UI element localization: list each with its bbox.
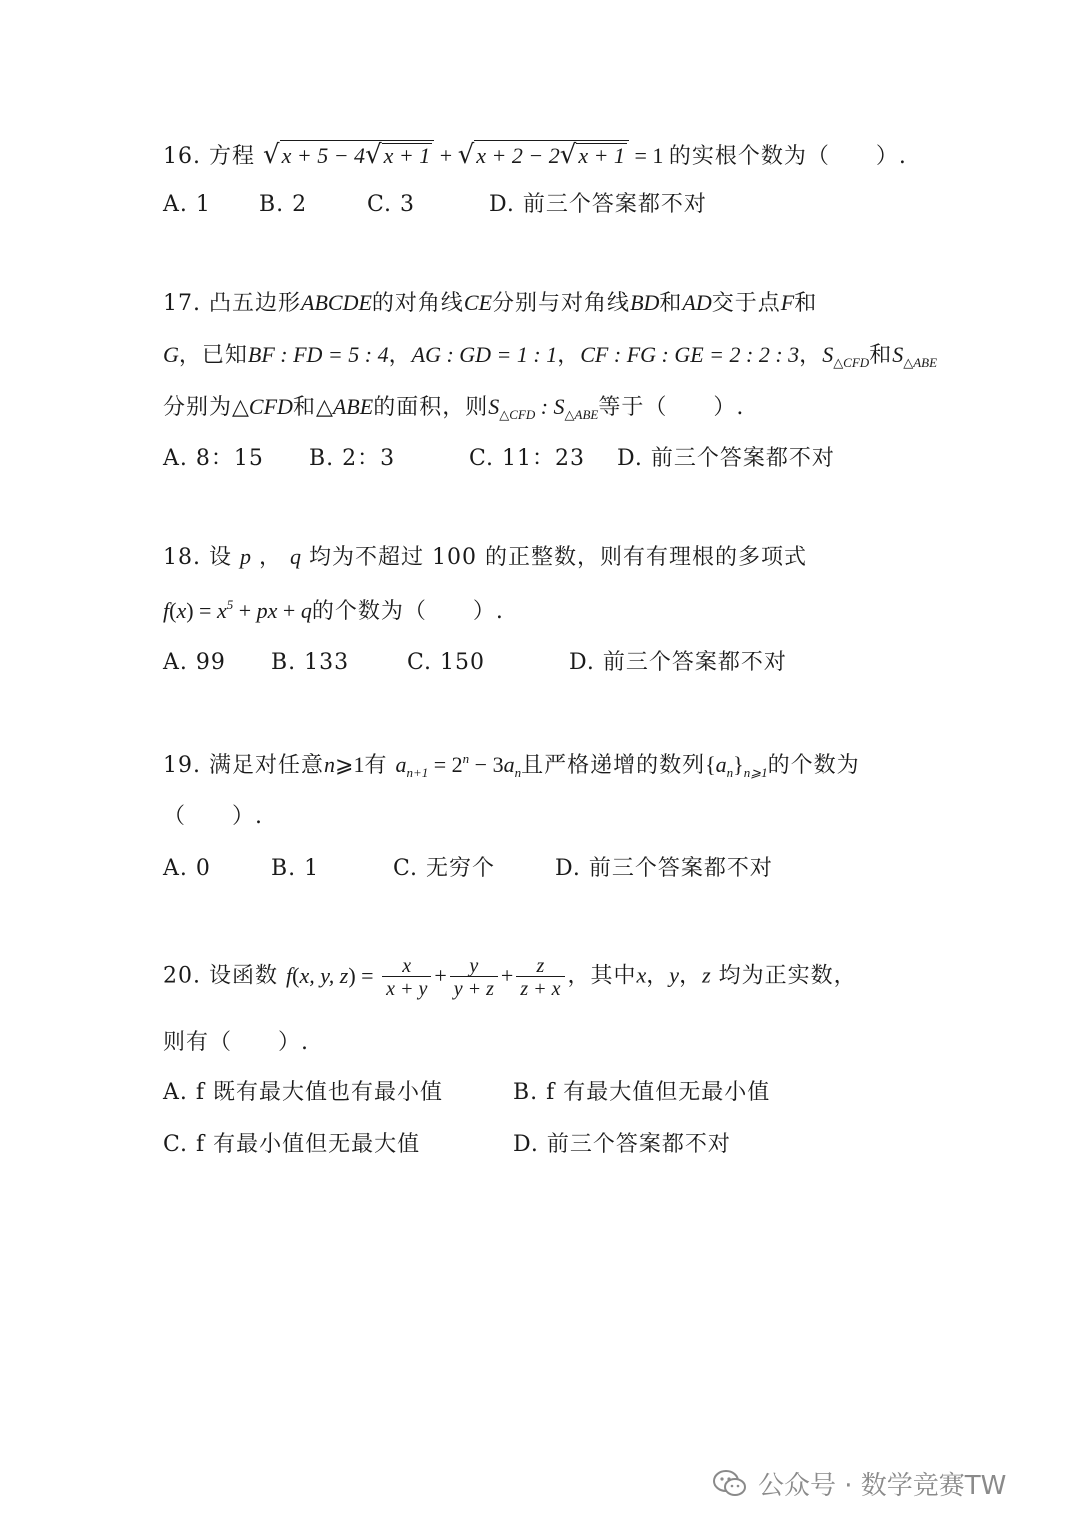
q17-pentagon: ABCDE: [301, 290, 372, 315]
q18-polynomial: $f(x) = x^5$ + px + q: [163, 597, 312, 623]
q17-ratio2: AG : GD = 1 : 1: [411, 342, 558, 367]
q20-text-a: 设函数: [209, 963, 279, 989]
q19-condition: n⩾1: [324, 752, 365, 777]
q17-s-cfd: $S_{\triangle CFD}$: [822, 342, 870, 370]
q17-option-c[interactable]: C. 11：23: [469, 446, 586, 471]
q17-known: ，已知: [178, 343, 248, 368]
q19-text-c: 且严格递增的数列: [521, 753, 706, 778]
q19-recurrence: $a_{n+1} = 2^n - 3a_n$: [395, 751, 522, 780]
q17-f: F: [780, 290, 795, 315]
q17-s-abe: $S_{\triangle ABE}$: [892, 342, 938, 370]
q17-stem-line3: [163, 396, 744, 421]
q17-ad: AD: [682, 290, 712, 315]
q18-option-c[interactable]: C. 150: [407, 650, 486, 675]
q18-q: q: [290, 544, 302, 569]
q16-options: [163, 194, 707, 216]
q19-options: [163, 858, 773, 880]
q17-ratio1: BF : FD = 5 : 4: [247, 342, 389, 367]
q19-text-a: 满足对任意: [209, 753, 325, 778]
q16-text-prefix: 方程: [209, 144, 256, 169]
q16-stem: [163, 140, 907, 168]
q17-text-4: 和: [659, 291, 683, 316]
q17-and-2: 和: [292, 395, 316, 420]
q17-option-d[interactable]: D. 前三个答案都不对: [617, 446, 835, 471]
q17-stem-line1: [163, 292, 817, 315]
q19-text-b: 有: [364, 753, 388, 778]
q17-g: G: [163, 342, 179, 367]
q19-option-c[interactable]: C. 无穷个: [393, 856, 496, 881]
q16-equation: √x + 5 − 4√x + 1 + √x + 2 − 2√x + 1 = 1: [263, 140, 664, 170]
q18-stem-line1: 18. 设 p ， q 均为不超过 100 的正整数，则有有理根的多项式: [163, 544, 807, 570]
q17-text-1: 凸五边形: [209, 291, 302, 316]
q17-text-3: 分别与对角线: [492, 291, 631, 316]
q18-options: [163, 652, 787, 674]
q17-number: 17.: [163, 291, 201, 316]
q19-text-d: 的个数为: [767, 753, 860, 778]
q20-options-row2: [163, 1134, 731, 1156]
q17-text-2: 的对角线: [371, 291, 464, 316]
q17-bd: BD: [630, 290, 660, 315]
q16-option-c[interactable]: C. 3: [367, 192, 416, 217]
q16-text-suffix: 的实根个数为（ ）.: [668, 144, 907, 169]
q20-stem-line2: 则有（ ）.: [163, 1030, 309, 1055]
q17-text-6: 和: [794, 291, 818, 316]
q18-text-a: 设: [209, 545, 233, 570]
q19-option-a[interactable]: A. 0: [163, 856, 211, 881]
q19-option-b[interactable]: B. 1: [271, 856, 320, 881]
q20-option-d[interactable]: D. 前三个答案都不对: [513, 1132, 731, 1157]
wechat-icon: [712, 1469, 748, 1499]
q17-stem-line2: G，已知BF : FD = 5 : 4，AG : GD = 1 : 1，CF : FG : GE = 2 : 2 : 3，$S_{\triangle CFD}$和$S_{\triangle ABE}$: [163, 342, 938, 370]
q19-option-d[interactable]: D. 前三个答案都不对: [555, 856, 773, 881]
q17-line3-suffix: 等于（ ）.: [598, 395, 745, 420]
q17-area-ratio: $S_{\triangle CFD}$ : $S_{\triangle ABE}$: [488, 394, 599, 422]
q17-ce: CE: [463, 290, 493, 315]
q17-text-5: 交于点: [711, 291, 781, 316]
q19-sequence: $\{a_n\}_{n⩾1}$: [705, 752, 768, 780]
q20-text-c: 均为正实数，: [718, 963, 857, 989]
q17-ratio3: CF : FG : GE = 2 : 2 : 3: [580, 342, 800, 367]
q18-option-d[interactable]: D. 前三个答案都不对: [569, 650, 787, 675]
q20-option-c[interactable]: C. f 有最小值但无最大值: [163, 1132, 421, 1157]
q19-stem-line2: （ ）.: [163, 804, 263, 829]
q16-option-d[interactable]: D. 前三个答案都不对: [489, 192, 707, 217]
q17-line3-mid: 的面积，则: [373, 395, 489, 420]
q20-options-row1: [163, 1082, 770, 1104]
q17-tri2: △ABE: [315, 394, 374, 419]
q17-option-b[interactable]: B. 2：3: [309, 446, 396, 471]
q18-option-b[interactable]: B. 133: [271, 650, 350, 675]
q18-p: p: [240, 544, 252, 569]
q17-and: 和: [869, 343, 893, 368]
q18-stem-line2: [163, 598, 504, 623]
q16-number: 16.: [163, 144, 201, 169]
q20-number: 20.: [163, 963, 201, 989]
q20-option-b[interactable]: B. f 有最大值但无最小值: [513, 1080, 771, 1105]
q20-function: f(x, y, z) = $\frac{x}{x + y}$ + $\frac{y}{y + z}$ + $\frac{z}{z + x}$: [286, 963, 567, 988]
watermark: [712, 1465, 1006, 1502]
q18-option-a[interactable]: A. 99: [163, 650, 226, 675]
q18-text-b: 均为不超过 100 的正整数，则有有理根的多项式: [309, 545, 807, 570]
q20-option-a[interactable]: A. f 既有最大值也有最小值: [163, 1080, 444, 1105]
q18-text-c: 的个数为（ ）.: [311, 599, 504, 624]
q17-options: [163, 448, 835, 470]
q19-stem-line1: [163, 752, 860, 779]
q16-option-b[interactable]: B. 2: [259, 192, 308, 217]
q18-number: 18.: [163, 545, 201, 570]
q20-stem-line1: 20. 设函数 f(x, y, z) = $\frac{x}{x + y}$ + $\frac{y}{y + z}$ + $\frac{z}{z + x}$ ，其中x，y，z 均为正实数，: [163, 955, 857, 1000]
q17-line3-prefix: 分别为: [163, 395, 233, 420]
q19-number: 19.: [163, 753, 201, 778]
q17-option-a[interactable]: A. 8：15: [163, 446, 264, 471]
q20-text-b: ，其中: [567, 963, 637, 989]
watermark-text: 公众号 · 数学竞赛TW: [758, 1471, 1007, 1501]
q16-option-a[interactable]: A. 1: [163, 192, 211, 217]
q17-tri1: △CFD: [232, 394, 293, 419]
